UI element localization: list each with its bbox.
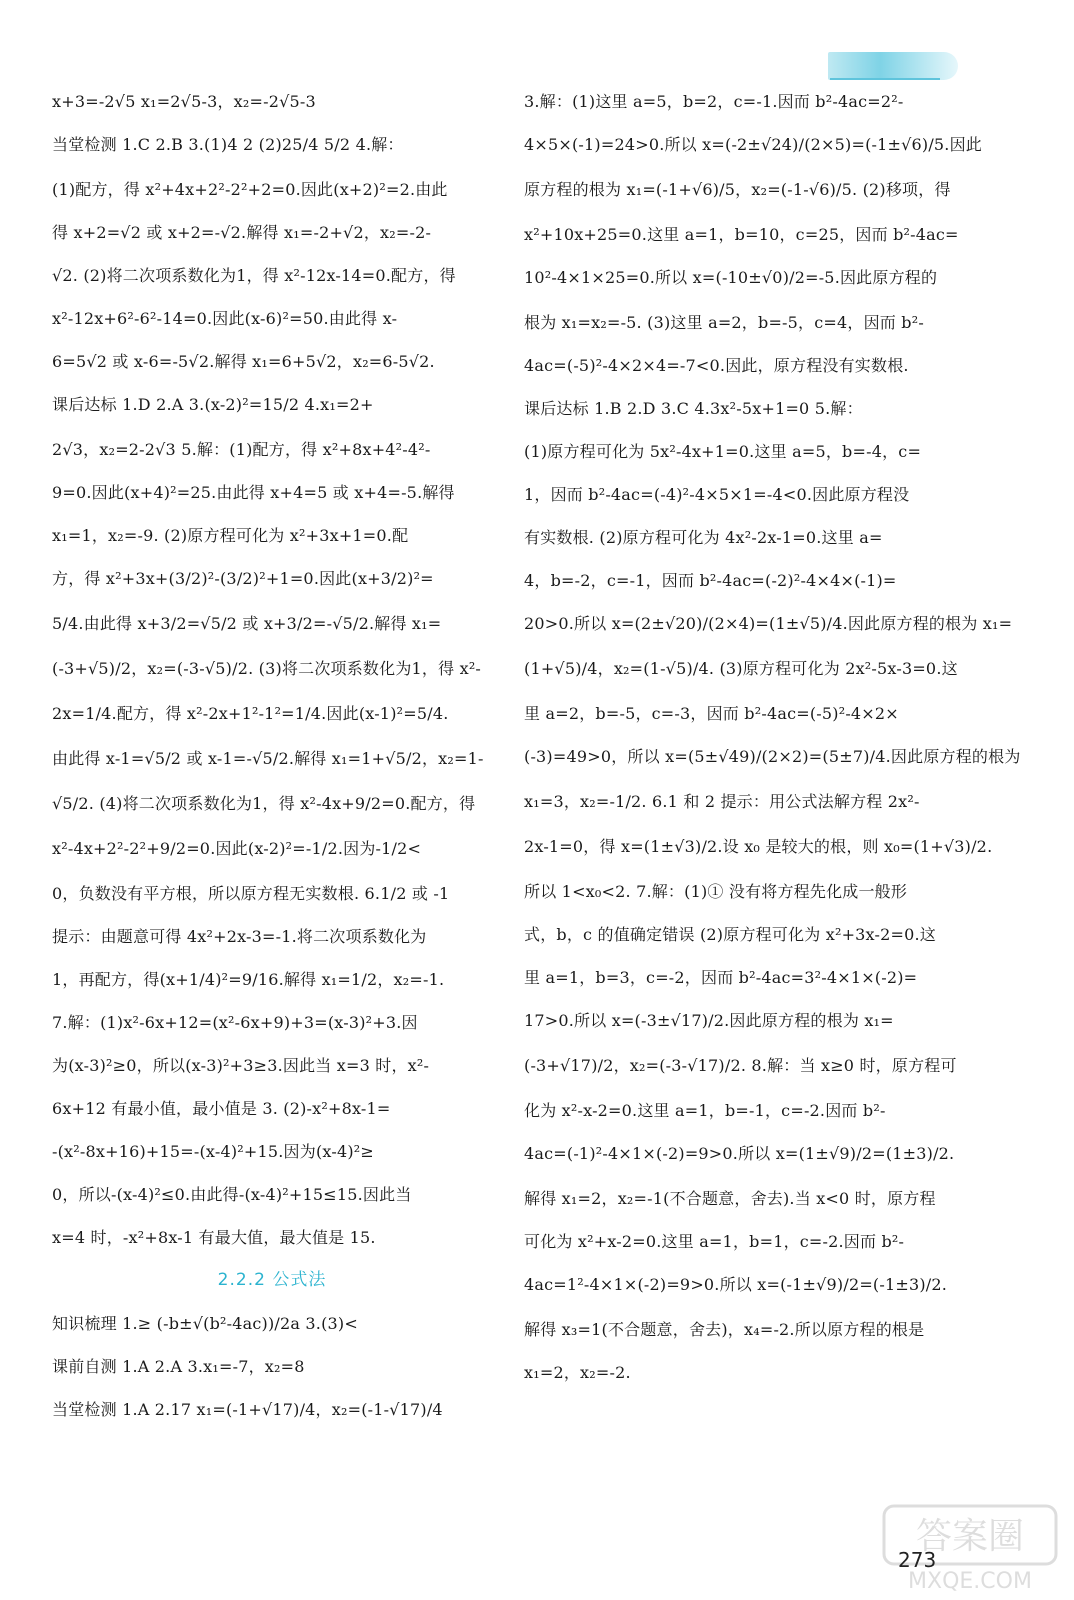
right-line: 4ac=1²-4×1×(-2)=9>0.所以 x=(-1±√9)/2=(-1±3)/2. — [524, 1275, 948, 1294]
section-heading: 2.2.2 公式法 — [217, 1270, 327, 1290]
left-line: 0，负数没有平方根，所以原方程无实数根. 6.1/2 或 -1 — [52, 884, 450, 903]
left-line: 为(x-3)²≥0，所以(x-3)²+3≥3.因此当 x=3 时，x²- — [52, 1056, 430, 1075]
right-line: 4，b=-2，c=-1，因而 b²-4ac=(-2)²-4×4×(-1)= — [524, 571, 897, 590]
right-line: 里 a=2，b=-5，c=-3，因而 b²-4ac=(-5)²-4×2× — [524, 704, 899, 723]
right-line: (-3)=49>0，所以 x=(5±√49)/(2×2)=(5±7)/4.因此原方程的根为 — [524, 747, 1021, 766]
header-decoration-line — [830, 78, 940, 80]
right-line: 1，因而 b²-4ac=(-4)²-4×5×1=-4<0.因此原方程没 — [524, 485, 910, 504]
right-line: 10²-4×1×25=0.所以 x=(-10±√0)/2=-5.因此原方程的 — [524, 268, 938, 287]
left-line: 1，再配方，得(x+1/4)²=9/16.解得 x₁=1/2，x₂=-1. — [52, 970, 445, 989]
right-line: 课后达标 1.B 2.D 3.C 4.3x²-5x+1=0 5.解： — [524, 399, 863, 418]
right-line: 所以 1<x₀<2. 7.解：(1)① 没有将方程先化成一般形 — [524, 882, 908, 901]
left-line: 知识梳理 1.≥ (-b±√(b²-4ac))/2a 3.(3)< — [52, 1314, 358, 1333]
right-line: 原方程的根为 x₁=(-1+√6)/5，x₂=(-1-√6)/5. (2)移项，得 — [524, 180, 951, 199]
right-line: x₁=3，x₂=-1/2. 6.1 和 2 提示：用公式法解方程 2x²- — [524, 792, 920, 811]
left-line: 0，所以-(x-4)²≤0.由此得-(x-4)²+15≤15.因此当 — [52, 1185, 412, 1204]
left-line: 得 x+2=√2 或 x+2=-√2.解得 x₁=-2+√2，x₂=-2- — [52, 223, 432, 242]
left-column — [52, 92, 492, 1443]
left-line: x²-12x+6²-6²-14=0.因此(x-6)²=50.由此得 x- — [52, 309, 398, 328]
left-line: x²-4x+2²-2²+9/2=0.因此(x-2)²=-1/2.因为-1/2< — [52, 839, 422, 858]
left-line: 方，得 x²+3x+(3/2)²-(3/2)²+1=0.因此(x+3/2)²= — [52, 569, 434, 588]
left-line: x₁=1，x₂=-9. (2)原方程可化为 x²+3x+1=0.配 — [52, 526, 409, 545]
right-line: 4ac=(-5)²-4×2×4=-7<0.因此，原方程没有实数根. — [524, 356, 909, 375]
right-line: x₁=2，x₂=-2. — [524, 1363, 631, 1382]
right-line: 式，b，c 的值确定错误 (2)原方程可化为 x²+3x-2=0.这 — [524, 925, 936, 944]
left-line: (-3+√5)/2，x₂=(-3-√5)/2. (3)将二次项系数化为1，得 x²- — [52, 659, 482, 678]
header-decoration — [828, 52, 958, 80]
left-line: √2. (2)将二次项系数化为1，得 x²-12x-14=0.配方，得 — [52, 266, 456, 285]
left-line: 由此得 x-1=√5/2 或 x-1=-√5/2.解得 x₁=1+√5/2，x₂=1- — [52, 749, 484, 768]
left-line: 5/4.由此得 x+3/2=√5/2 或 x+3/2=-√5/2.解得 x₁= — [52, 614, 442, 633]
right-column — [524, 92, 1021, 1406]
left-line: x+3=-2√5 x₁=2√5-3，x₂=-2√5-3 — [52, 92, 316, 111]
left-line: (1)配方，得 x²+4x+2²-2²+2=0.因此(x+2)²=2.由此 — [52, 180, 448, 199]
right-line: 3.解：(1)这里 a=5，b=2，c=-1.因而 b²-4ac=2²- — [524, 92, 904, 111]
right-line: 4ac=(-1)²-4×1×(-2)=9>0.所以 x=(1±√9)/2=(1±3)/2. — [524, 1144, 955, 1163]
right-line: (1+√5)/4，x₂=(1-√5)/4. (3)原方程可化为 2x²-5x-3=0.这 — [524, 659, 958, 678]
right-line: 化为 x²-x-2=0.这里 a=1，b=-1，c=-2.因而 b²- — [524, 1101, 886, 1120]
svg-text:答案圈: 答案圈 — [915, 1516, 1025, 1557]
left-line: 课前自测 1.A 2.A 3.x₁=-7，x₂=8 — [52, 1357, 305, 1376]
svg-text:MXQE.COM: MXQE.COM — [908, 1569, 1032, 1594]
left-line: -(x²-8x+16)+15=-(x-4)²+15.因为(x-4)²≥ — [52, 1142, 374, 1161]
left-line: 6x+12 有最小值，最小值是 3. (2)-x²+8x-1= — [52, 1099, 391, 1118]
left-line: 2x=1/4.配方，得 x²-2x+1²-1²=1/4.因此(x-1)²=5/4. — [52, 704, 449, 723]
right-line: 2x-1=0，得 x=(1±√3)/2.设 x₀ 是较大的根，则 x₀=(1+√3)/2. — [524, 837, 993, 856]
right-line: 20>0.所以 x=(2±√20)/(2×4)=(1±√5)/4.因此原方程的根为 x₁= — [524, 614, 1013, 633]
left-line: 7.解：(1)x²-6x+12=(x²-6x+9)+3=(x-3)²+3.因 — [52, 1013, 418, 1032]
left-line: √5/2. (4)将二次项系数化为1，得 x²-4x+9/2=0.配方，得 — [52, 794, 476, 813]
right-line: 解得 x₁=2，x₂=-1(不合题意，舍去).当 x<0 时，原方程 — [524, 1189, 936, 1208]
right-line: (-3+√17)/2，x₂=(-3-√17)/2. 8.解：当 x≥0 时，原方程可 — [524, 1056, 957, 1075]
left-line: 9=0.因此(x+4)²=25.由此得 x+4=5 或 x+4=-5.解得 — [52, 483, 455, 502]
right-line: 有实数根. (2)原方程可化为 4x²-2x-1=0.这里 a= — [524, 528, 883, 547]
left-line: 当堂检测 1.A 2.17 x₁=(-1+√17)/4，x₂=(-1-√17)/4 — [52, 1400, 443, 1419]
left-line: x=4 时，-x²+8x-1 有最大值，最大值是 15. — [52, 1228, 376, 1247]
right-line: x²+10x+25=0.这里 a=1，b=10，c=25，因而 b²-4ac= — [524, 225, 959, 244]
right-line: (1)原方程可化为 5x²-4x+1=0.这里 a=5，b=-4，c= — [524, 442, 922, 461]
left-line: 6=5√2 或 x-6=-5√2.解得 x₁=6+5√2，x₂=6-5√2. — [52, 352, 435, 371]
right-line: 17>0.所以 x=(-3±√17)/2.因此原方程的根为 x₁= — [524, 1011, 894, 1030]
right-line: 4×5×(-1)=24>0.所以 x=(-2±√24)/(2×5)=(-1±√6)/5.因此 — [524, 135, 982, 154]
right-line: 根为 x₁=x₂=-5. (3)这里 a=2，b=-5，c=4，因而 b²- — [524, 313, 924, 332]
page-number: 273 — [898, 1548, 937, 1572]
left-line: 2√3，x₂=2-2√3 5.解：(1)配方，得 x²+8x+4²-4²- — [52, 440, 431, 459]
right-line: 可化为 x²+x-2=0.这里 a=1，b=1，c=-2.因而 b²- — [524, 1232, 905, 1251]
left-line: 提示：由题意可得 4x²+2x-3=-1.将二次项系数化为 — [52, 927, 427, 946]
left-line: 课后达标 1.D 2.A 3.(x-2)²=15/2 4.x₁=2+ — [52, 395, 374, 414]
right-line: 里 a=1，b=3，c=-2，因而 b²-4ac=3²-4×1×(-2)= — [524, 968, 918, 987]
left-line: 当堂检测 1.C 2.B 3.(1)4 2 (2)25/4 5/2 4.解： — [52, 135, 404, 154]
right-line: 解得 x₃=1(不合题意，舍去)，x₄=-2.所以原方程的根是 — [524, 1320, 925, 1339]
